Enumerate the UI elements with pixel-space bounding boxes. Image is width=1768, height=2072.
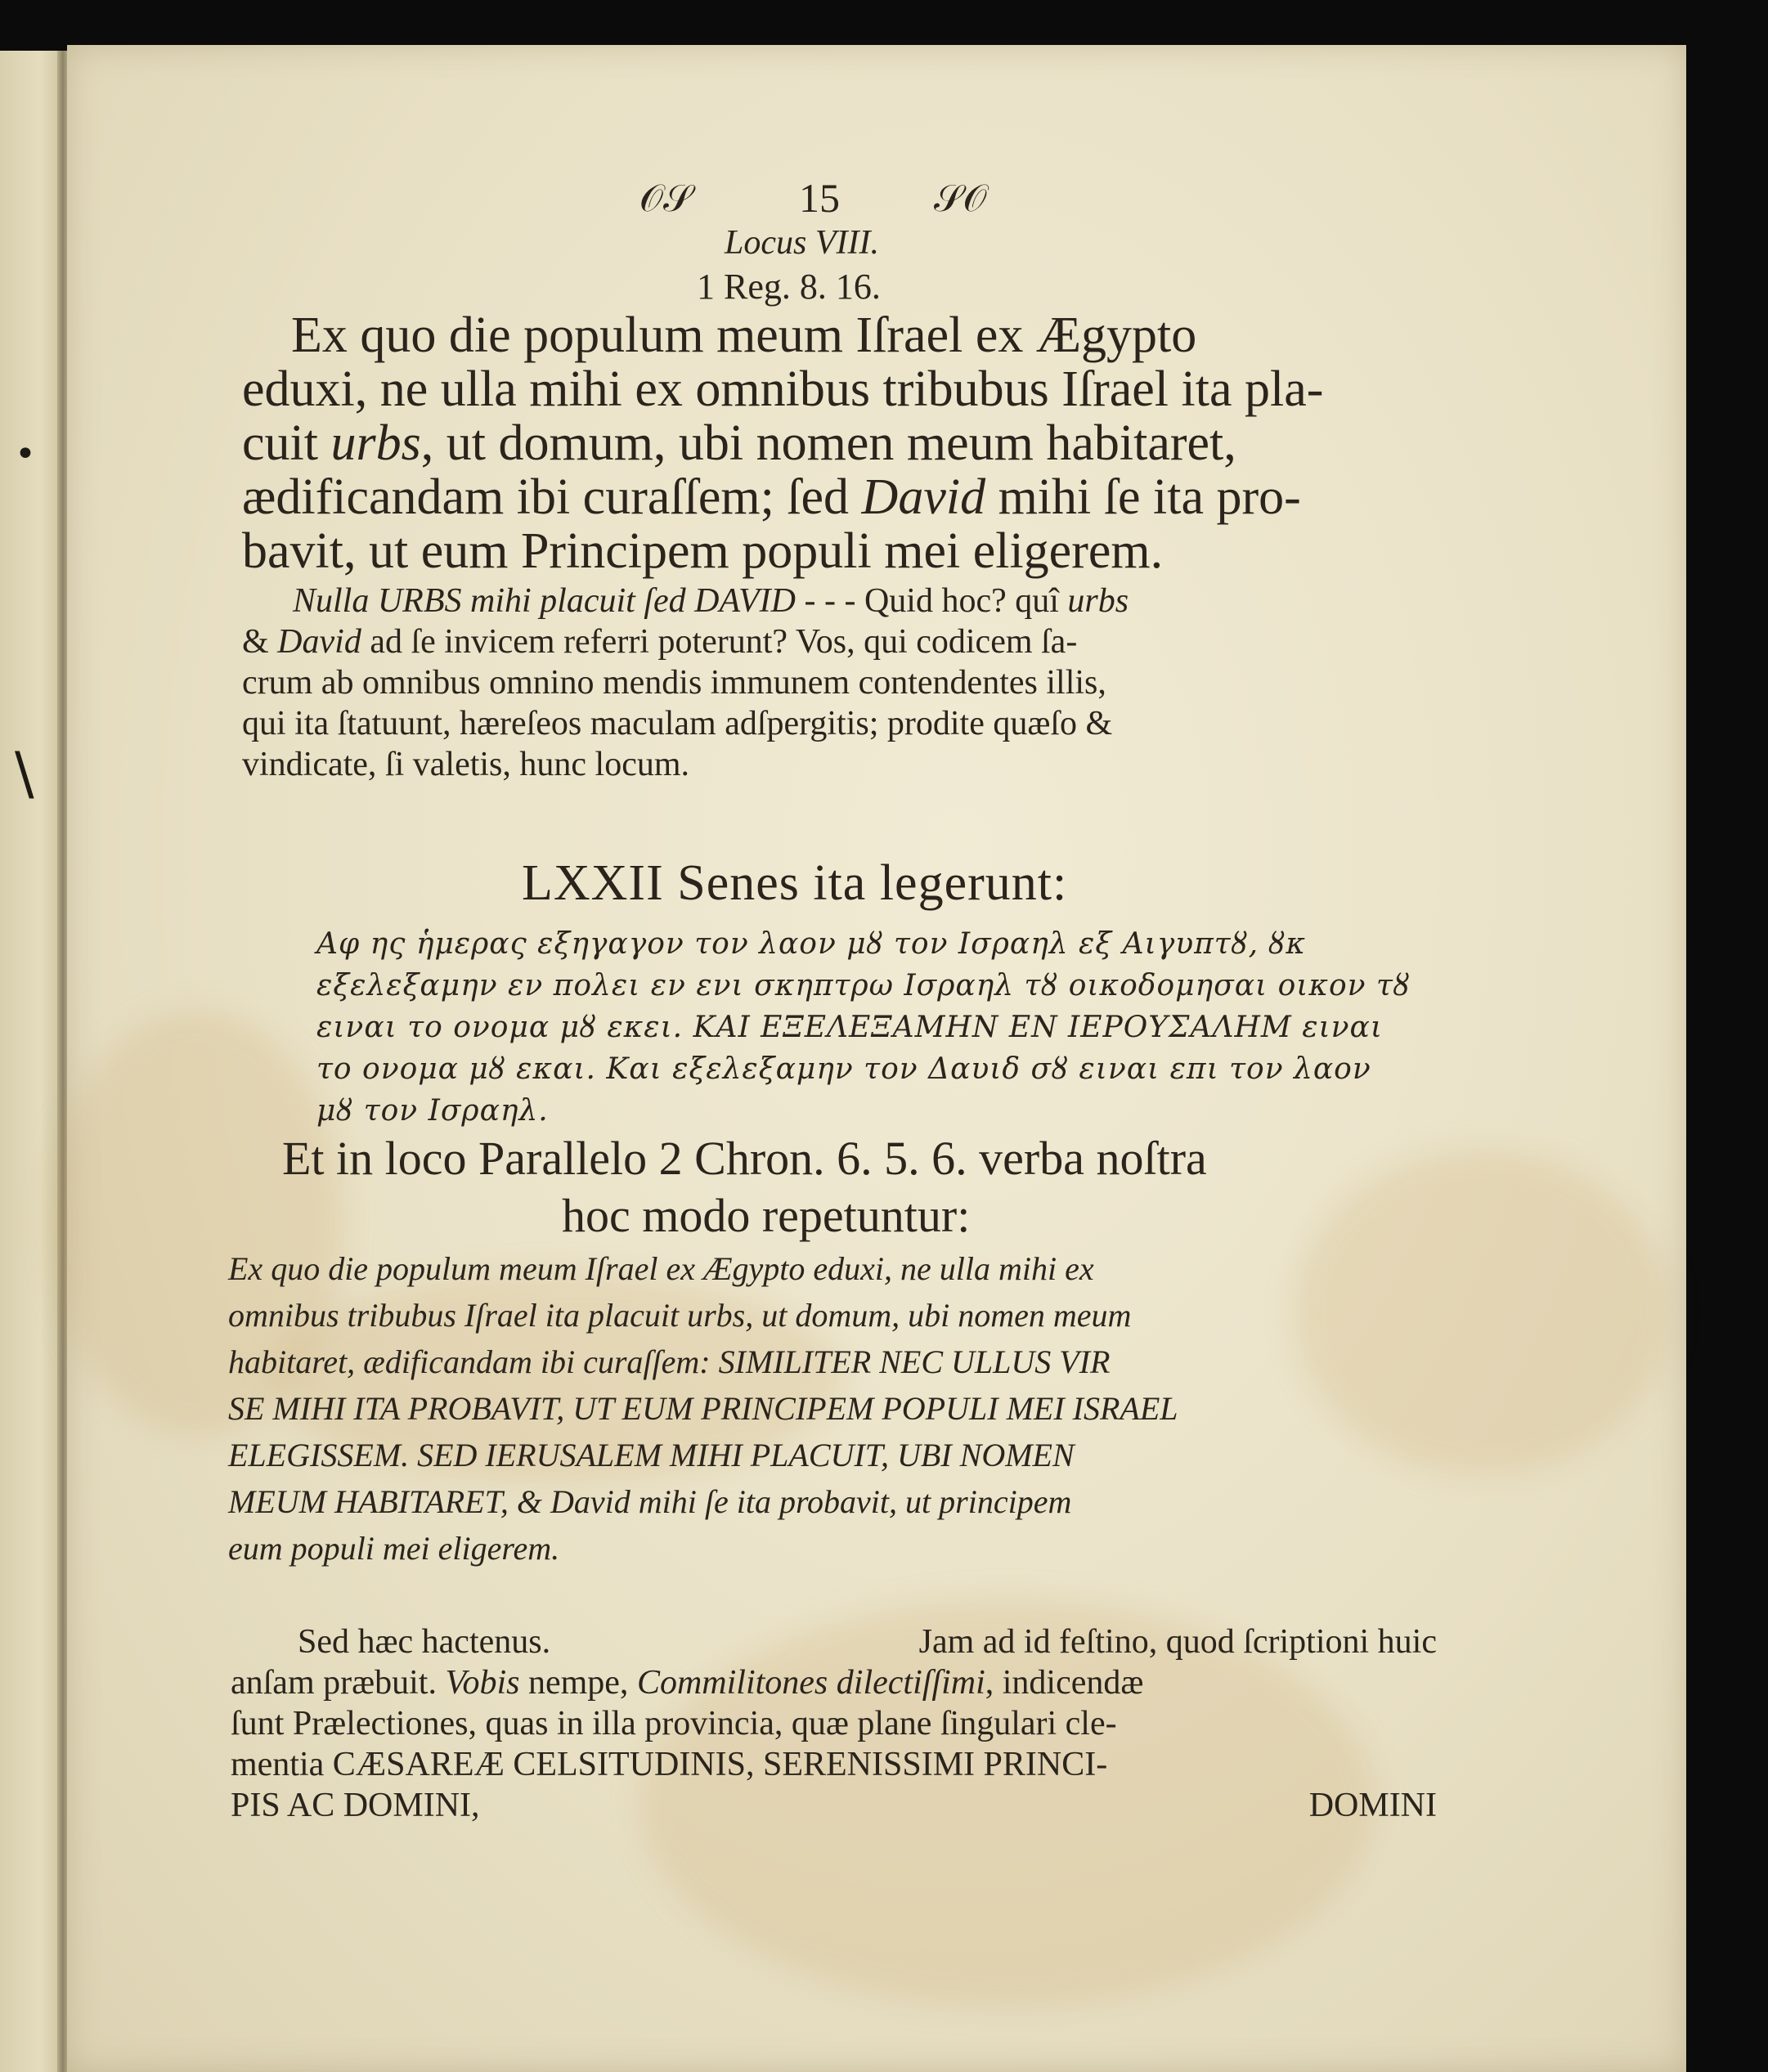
- closing-line: ſunt Prælectiones, quas in illa provincia, quæ plane ſingulari cle-: [231, 1705, 1117, 1742]
- chronicles-line: omnibus tribubus Iſrael ita placuit urbs, ut domum, ubi nomen meum: [228, 1297, 1132, 1334]
- chronicles-line: habitaret, ædificandam ibi curaſſem: SIMILITER NEC ULLUS VIR: [228, 1343, 1111, 1380]
- closing-line: Sed hæc hactenus. Jam ad id feſtino, quod ſcriptioni huic: [298, 1623, 1437, 1661]
- main-passage: [242, 308, 1461, 578]
- facing-page-mark: \: [15, 740, 34, 807]
- parallel-heading-line-1: Et in loco Parallelo 2 Chron. 6. 5. 6. verba noſtra: [282, 1132, 1207, 1185]
- commentary-line: vindicate, ſi valetis, hunc locum.: [242, 746, 690, 783]
- greek-line: Αφ ης ἡμερας εξηγαγον τον λαον μȣ τον Ισραηλ εξ Αιγυπτȣ, ȣκ: [316, 927, 1306, 961]
- commentary-line: qui ita ſtatuunt, hæreſeos maculam adſpergitis; prodite quæſo &: [242, 705, 1113, 742]
- greek-line: ειναι το ονομα μȣ εκει. ΚΑΙ ΕΞΕΛΕΞΑΜΗΝ ΕΝ ΙΕΡΟΥΣΑΛΗΜ ειναι: [316, 1011, 1383, 1044]
- page-number: 15: [799, 175, 840, 221]
- closing-line: PIS AC DOMINI, DOMINI: [231, 1787, 1437, 1824]
- chronicles-line: eum populi mei eligerem.: [228, 1530, 560, 1567]
- greek-line: μȣ τον Ισραηλ.: [316, 1094, 549, 1128]
- chronicles-line: ELEGISSEM. SED IERUSALEM MIHI PLACUIT, UBI NOMEN: [228, 1437, 1075, 1473]
- closing-line: mentia CÆSAREÆ CELSITUDINIS, SERENISSIMI PRINCI-: [231, 1746, 1108, 1783]
- chronicles-passage: [228, 1245, 1471, 1572]
- closing-paragraph: [231, 1621, 1437, 1826]
- facing-page-mark: •: [15, 433, 36, 475]
- commentary-line: crum ab omnibus omnino mendis immunem contendentes illis,: [242, 664, 1106, 702]
- locus-title: Locus VIII.: [725, 224, 879, 262]
- passage-line: eduxi, ne ulla mihi ex omnibus tribubus Iſrael ita pla-: [242, 361, 1324, 417]
- greek-line: εξελεξαμην εν πολει εν ενι σκηπτρω Ισραηλ τȣ οικοδομησαι οικον τȣ: [316, 969, 1411, 1002]
- chronicles-line: MEUM HABITARET, & David mihi ſe ita probavit, ut principem: [228, 1483, 1072, 1520]
- book-page: [67, 45, 1686, 2072]
- parallel-heading-line-2: hoc modo repetuntur:: [562, 1189, 971, 1242]
- lxx-heading: LXXII Senes ita legerunt:: [522, 855, 1068, 911]
- header-ornament-right: 𝒮𝒪: [934, 176, 987, 220]
- passage-line: ædificandam ibi curaſſem; ſed David mihi ſe ita pro-: [242, 469, 1301, 525]
- greek-line: το ονομα μȣ εκαι. Και εξελεξαμην τον Δαυιδ σȣ ειναι επι τον λαον: [316, 1052, 1371, 1086]
- closing-line: anſam præbuit. Vobis nempe, Commilitones dilectiſſimi, indicendæ: [231, 1664, 1144, 1702]
- passage-line: cuit urbs, ut domum, ubi nomen meum habitaret,: [242, 415, 1236, 471]
- header-ornament-left: 𝒪𝒮: [639, 176, 693, 220]
- commentary-line: Nulla URBS mihi placuit ſed DAVID - - - Quid hoc? quî urbs: [293, 582, 1129, 620]
- greek-passage: [316, 923, 1461, 1132]
- passage-line: Ex quo die populum meum Iſrael ex Ægypto: [291, 307, 1197, 363]
- chronicles-line: SE MIHI ITA PROBAVIT, UT EUM PRINCIPEM POPULI MEI ISRAEL: [228, 1390, 1178, 1427]
- locus-reference: 1 Reg. 8. 16.: [697, 267, 881, 307]
- chronicles-line: Ex quo die populum meum Iſrael ex Ægypto eduxi, ne ulla mihi ex: [228, 1250, 1094, 1287]
- passage-line: bavit, ut eum Principem populi mei eligerem.: [242, 523, 1164, 579]
- commentary-line: & David ad ſe invicem referri poterunt? Vos, qui codicem ſa-: [242, 623, 1078, 661]
- commentary: [242, 581, 1461, 785]
